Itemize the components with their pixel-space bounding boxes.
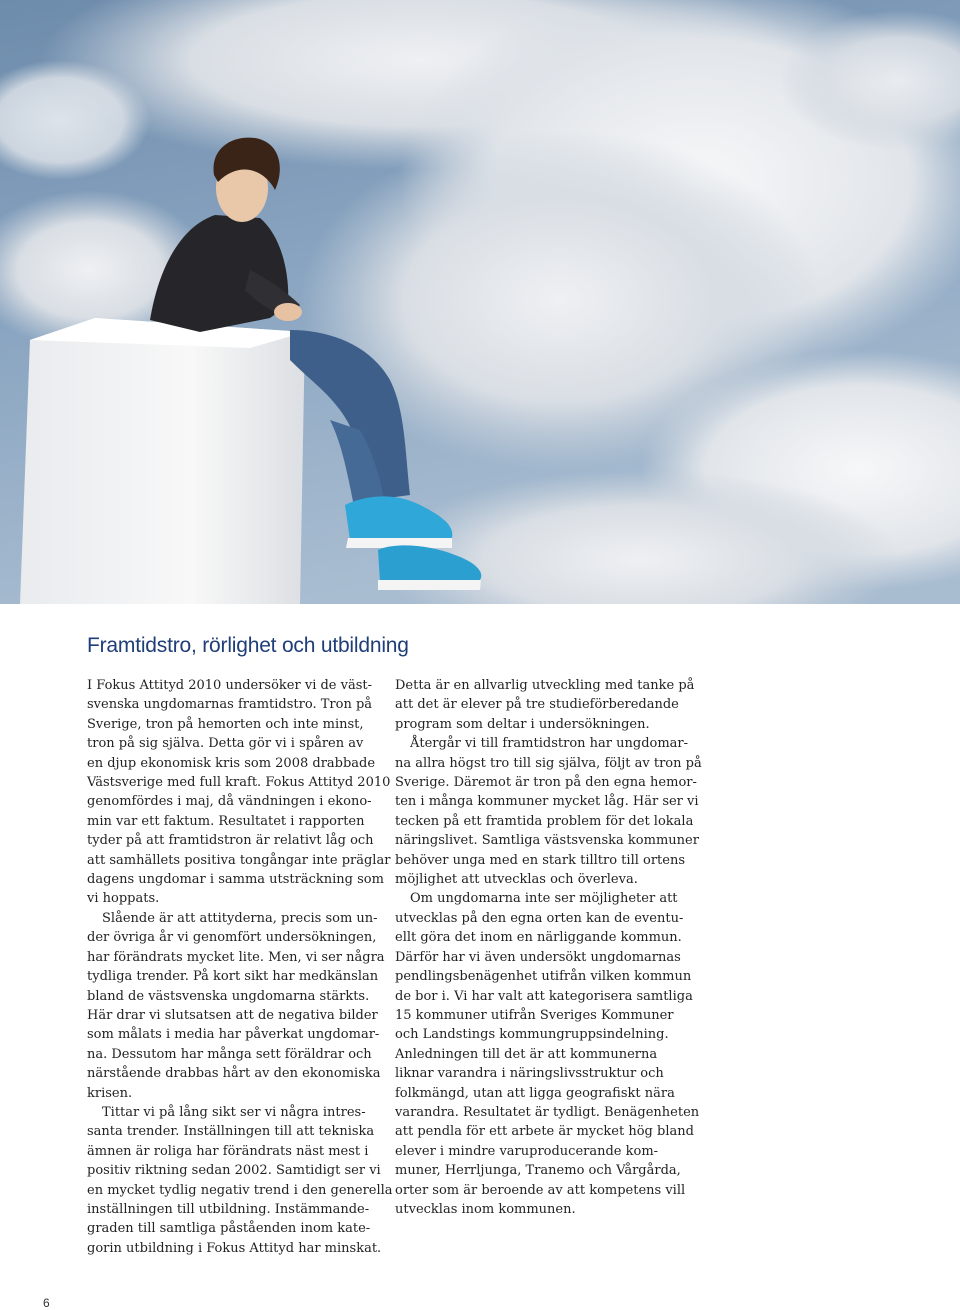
text-line: tyder på att framtidstron är relativt låg och <box>87 833 374 849</box>
paragraph <box>87 909 387 1103</box>
sky-photo-illustration <box>0 0 960 604</box>
text-line: muner, Herrljunga, Tranemo och Vårgårda, <box>395 1163 681 1179</box>
text-line: orter som är beroende av att kompetens vill <box>395 1182 686 1198</box>
text-line: ämnen är roliga har förändrats näst mest i <box>87 1143 369 1159</box>
text-line: der övriga år vi genomfört undersökningen, <box>87 930 377 946</box>
hero-photo <box>0 0 960 604</box>
text-line: tron på sig själva. Detta gör vi i spåren av <box>87 736 364 752</box>
white-pillar <box>20 318 305 604</box>
text-line: Sverige. Däremot är tron på den egna hemor- <box>395 775 697 791</box>
text-line: Västsverige med full kraft. Fokus Attityd 2010 <box>87 775 391 791</box>
paragraph <box>395 889 700 1219</box>
text-line: svenska ungdomarnas framtidstro. Tron på <box>87 697 373 713</box>
paragraph <box>87 1103 393 1258</box>
text-line: genomfördes i maj, då vändningen i ekono- <box>87 794 372 810</box>
text-line: inställningen till utbildning. Instämmande- <box>87 1201 370 1217</box>
text-line: vi hoppats. <box>87 891 160 907</box>
text-line: de bor i. Vi har valt att kategorisera samtliga <box>395 988 693 1004</box>
text-line: att det är elever på tre studieförberedande <box>395 697 679 713</box>
text-line: har förändrats mycket lite. Men, vi ser några <box>87 949 385 965</box>
text-line: tecken på ett framtida problem för det lokala <box>395 813 694 829</box>
text-line: behöver unga med en stark tilltro till ortens <box>395 852 686 868</box>
text-line: elever i mindre varuproducerande kom- <box>395 1143 659 1159</box>
paragraph <box>87 676 391 909</box>
text-line: Sverige, tron på hemorten och inte minst, <box>87 716 364 732</box>
text-line: utvecklas inom kommunen. <box>395 1201 576 1217</box>
text-line: folkmängd, utan att ligga geografiskt nära <box>395 1085 675 1101</box>
text-line: möjlighet att utvecklas och överleva. <box>395 872 638 888</box>
text-line: santa trender. Inställningen till att tekniska <box>87 1124 375 1140</box>
right-text-column <box>395 676 702 1219</box>
text-line: tydliga trender. På kort sikt har medkänslan <box>87 969 379 985</box>
text-line: program som deltar i undersökningen. <box>395 716 650 732</box>
text-line: Här drar vi slutsatsen att de negativa bilder <box>87 1007 378 1023</box>
text-line: 15 kommuner utifrån Sveriges Kommuner <box>395 1007 674 1023</box>
text-line: ten i många kommuner mycket låg. Här ser vi <box>395 794 699 810</box>
text-line: varandra. Resultatet är tydligt. Benägenheten <box>395 1104 700 1120</box>
text-line: närstående drabbas hårt av den ekonomiska <box>87 1066 381 1082</box>
section-heading: Framtidstro, rörlighet och utbildning <box>87 634 409 657</box>
text-line: Återgår vi till framtidstron har ungdomar- <box>410 736 689 752</box>
text-line: som målats i media har påverkat ungdomar- <box>87 1027 380 1043</box>
text-line: bland de västsvenska ungdomarna stärkts. <box>87 988 370 1004</box>
text-line: Detta är en allvarlig utveckling med tanke på <box>395 678 695 693</box>
text-line: I Fokus Attityd 2010 undersöker vi de väst- <box>87 678 373 693</box>
text-line: na allra högst tro till sig själva, följt av tron på <box>395 755 702 771</box>
text-line: en djup ekonomisk kris som 2008 drabbade <box>87 755 376 771</box>
text-line: min var ett faktum. Resultatet i rapporten <box>87 813 365 829</box>
text-line: en mycket tydlig negativ trend i den generella <box>87 1182 393 1198</box>
text-line: krisen. <box>87 1085 133 1101</box>
text-line: na. Dessutom har många sett föräldrar och <box>87 1046 372 1062</box>
text-line: och Landstings kommungruppsindelning. <box>395 1027 669 1043</box>
text-line: pendlingsbenägenhet utifrån vilken kommun <box>395 969 692 985</box>
text-line: positiv riktning sedan 2002. Samtidigt ser vi <box>87 1163 381 1179</box>
paragraph <box>395 676 695 734</box>
text-line: Tittar vi på lång sikt ser vi några intres- <box>102 1104 366 1120</box>
text-line: näringslivet. Samtliga västsvenska kommuner <box>395 833 699 849</box>
page-number: 6 <box>43 1296 50 1310</box>
text-line: att samhällets positiva tongångar inte präglar <box>87 852 391 868</box>
text-line: att pendla för ett arbete är mycket hög bland <box>395 1124 694 1140</box>
paragraph <box>395 734 702 889</box>
text-line: gorin utbildning i Fokus Attityd har minskat. <box>87 1240 382 1256</box>
text-line: Slående är att attityderna, precis som un- <box>102 910 378 926</box>
text-line: ellt göra det inom en närliggande kommun. <box>395 930 682 946</box>
text-line: Därför har vi även undersökt ungdomarnas <box>395 949 681 965</box>
text-line: liknar varandra i näringslivsstruktur och <box>395 1066 664 1082</box>
left-text-column <box>87 676 393 1258</box>
text-line: graden till samtliga påståenden inom kate- <box>87 1221 371 1237</box>
text-line: Anledningen till det är att kommunerna <box>395 1046 658 1062</box>
text-line: dagens ungdomar i samma utsträckning som <box>87 872 384 888</box>
text-line: Om ungdomarna inte ser möjligheter att <box>410 891 678 907</box>
text-line: utvecklas på den egna orten kan de eventu- <box>395 910 684 926</box>
